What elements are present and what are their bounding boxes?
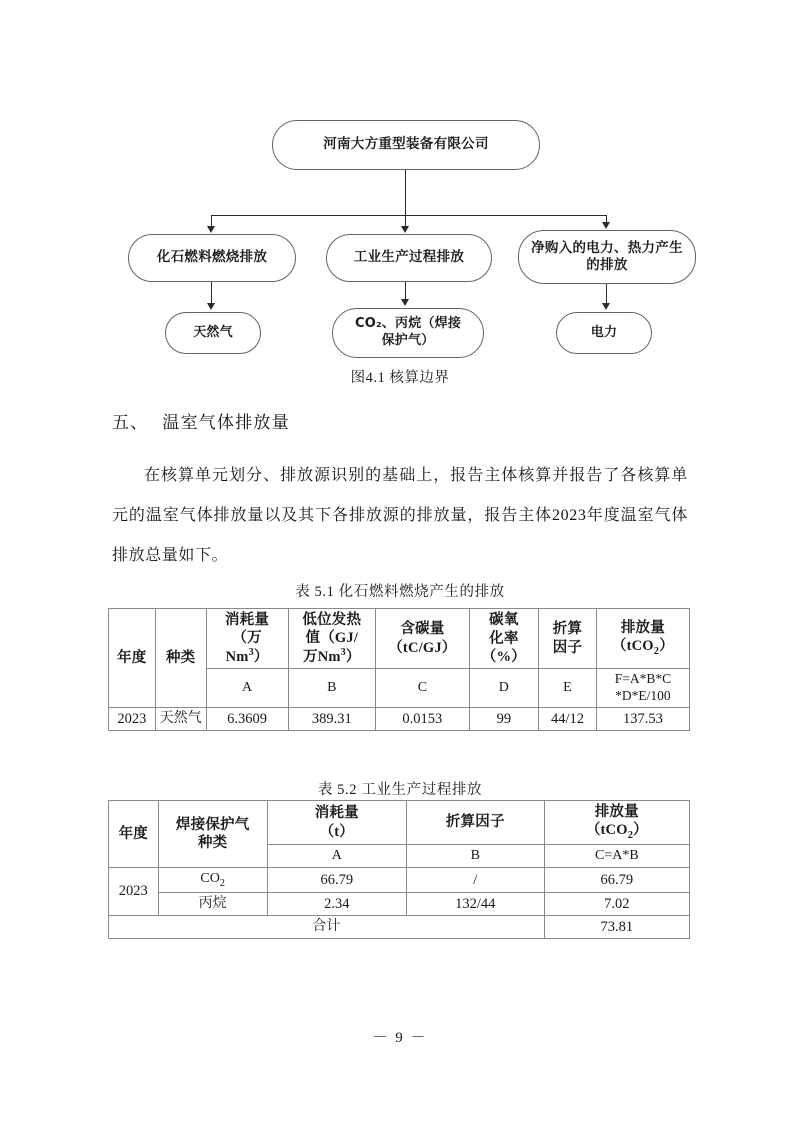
th-oxid-l2: 化率 (489, 630, 519, 647)
connector-branch2-leaf (405, 282, 406, 300)
th-year: 年度 (109, 609, 156, 708)
section-title: 温室气体排放量 (162, 413, 290, 432)
th2-emission-l2: （tCO$_2$） (585, 822, 648, 842)
sym-f-l1: F=A*B*C (614, 671, 672, 687)
flow-node-shielding-gas-label (355, 316, 461, 349)
th-carbon-content (376, 609, 470, 669)
cell2-factor: 132/44 (406, 892, 544, 915)
cell2-factor: / (406, 867, 544, 892)
arrowhead-leaf3 (602, 303, 610, 310)
flow-node-industrial-process-label: 工业生产过程排放 (353, 249, 465, 266)
th2-kind-l1: 焊接保护气 (175, 816, 250, 833)
flow-node-purchased-power-heat (518, 230, 696, 284)
sym-d: D (469, 669, 538, 708)
table-row-header-1 (109, 801, 690, 845)
th2-kind (158, 801, 267, 868)
th2-emission (544, 801, 689, 845)
cell-conversion-factor: 44/12 (539, 707, 597, 730)
th2-emission-l1: 排放量 (594, 804, 639, 820)
section-paragraph: 在核算单元划分、排放源识别的基础上，报告主体核算并报告了各核算单元的温室气体排放量以及其下各排放源的排放量，报告主体2023年度温室气体排放总量如下。 (112, 467, 688, 564)
sym-f-l2: *D*E/100 (615, 688, 671, 704)
section-number: 五、 (112, 413, 149, 432)
th-heat-l3: 万Nm$^3$） (303, 647, 361, 666)
flow-node-electricity-label: 电力 (590, 324, 618, 340)
sym-b: B (288, 669, 376, 708)
flow-node-company (272, 120, 540, 170)
flow-node-company-label: 河南大方重型装备有限公司 (323, 136, 489, 153)
cell2-consumption: 2.34 (267, 892, 406, 915)
th2-consumption (267, 801, 406, 845)
arrowhead-branch1 (207, 226, 215, 233)
cell2-emission: 7.02 (544, 892, 689, 915)
cell2-kind: $CO_2$ (158, 867, 267, 892)
table-fossil-fuel-emissions (108, 608, 690, 731)
th-factor-l2: 因子 (552, 639, 583, 656)
cell-consumption: 6.3609 (206, 707, 288, 730)
th-factor-l1: 折算 (552, 621, 583, 638)
th-consumption-l2: （万 (232, 630, 262, 647)
th-oxid-l3: （%） (481, 648, 526, 665)
cell-kind: 天然气 (155, 707, 206, 730)
table-row-header-1 (109, 609, 690, 669)
flow-node-natural-gas (165, 312, 261, 354)
accounting-boundary-flowchart (0, 0, 800, 370)
th2-consumption-l1: 消耗量 (314, 805, 359, 822)
flow-node-shielding-gas (332, 308, 484, 358)
connector-root-stem (405, 170, 406, 216)
table-52-caption: 表 5.2 工业生产过程排放 (317, 782, 483, 798)
sym-e: E (539, 669, 597, 708)
flow-node-natural-gas-label: 天然气 (193, 324, 233, 340)
table-row (109, 867, 690, 892)
th-oxid-l1: 碳氧 (489, 612, 519, 629)
sym2-b: B (406, 845, 544, 868)
table-row (109, 707, 690, 730)
section-heading (112, 408, 290, 433)
table-51-caption: 表 5.1 化石燃料燃烧产生的排放 (295, 584, 505, 600)
th2-kind-l2: 种类 (197, 834, 228, 851)
flow-node-industrial-process (326, 234, 492, 282)
table-row (109, 892, 690, 915)
flow-node-purchased-power-heat-label: 净购入的电力、热力产生的排放 (531, 239, 683, 273)
flow-node-fossil-fuel-combustion (128, 234, 296, 282)
arrowhead-branch2 (401, 226, 409, 233)
th-consumption-l1: 消耗量 (225, 612, 270, 628)
cell2-year: 2023 (109, 867, 159, 916)
connector-horizontal-bus (212, 215, 607, 216)
page-number: － 9 － (372, 1030, 428, 1046)
th-consumption (206, 609, 288, 669)
figure-caption: 图4.1 核算边界 (350, 370, 450, 386)
cell-year: 2023 (109, 707, 156, 730)
th2-factor: 折算因子 (406, 801, 544, 845)
cell-emission: 137.53 (596, 707, 689, 730)
sym2-c: C=A*B (544, 845, 689, 868)
flow-node-electricity (556, 312, 652, 354)
flow-node-shielding-gas-line1: CO₂、丙烷（焊接 (354, 316, 462, 332)
cell2-kind: 丙烷 (158, 892, 267, 915)
cell-heat-value: 389.31 (288, 707, 376, 730)
th2-year: 年度 (109, 801, 159, 868)
table-row-total (109, 916, 690, 939)
sym-a: A (206, 669, 288, 708)
sym-c: C (376, 669, 470, 708)
sym-f-formula (596, 669, 689, 708)
th2-consumption-l2: （t） (319, 823, 355, 840)
th-emission (596, 609, 689, 669)
arrowhead-leaf2 (401, 299, 409, 306)
th-consumption-l3: Nm$^3$） (225, 647, 269, 666)
th-carbon-l2: （tC/GJ） (388, 639, 457, 656)
cell-oxidation-rate: 99 (469, 707, 538, 730)
connector-branch1-leaf (211, 282, 212, 304)
th-emission-l2: （tCO$_2$） (611, 638, 674, 658)
sym2-a: A (267, 845, 406, 868)
th-oxidation-rate (469, 609, 538, 669)
th-emission-l1: 排放量 (620, 620, 665, 637)
cell2-emission: 66.79 (544, 867, 689, 892)
th-carbon-l1: 含碳量 (400, 621, 445, 638)
arrowhead-branch3 (602, 222, 610, 229)
table-industrial-process-emissions (108, 800, 690, 939)
flow-node-fossil-fuel-combustion-label: 化石燃料燃烧排放 (156, 249, 268, 266)
flow-node-shielding-gas-line2: 保护气） (381, 333, 435, 348)
arrowhead-leaf1 (207, 303, 215, 310)
th-heat-l1: 低位发热 (302, 612, 362, 628)
th-conversion-factor (539, 609, 597, 669)
cell-carbon-content: 0.0153 (376, 707, 470, 730)
connector-branch3-leaf (606, 284, 607, 304)
cell2-consumption: 66.79 (267, 867, 406, 892)
th-heat-l2: 值（GJ/ (305, 630, 359, 647)
cell2-total-label: 合计 (109, 916, 545, 939)
th-heat-value (288, 609, 376, 669)
cell2-total-value: 73.81 (544, 916, 689, 939)
th-kind: 种类 (155, 609, 206, 708)
